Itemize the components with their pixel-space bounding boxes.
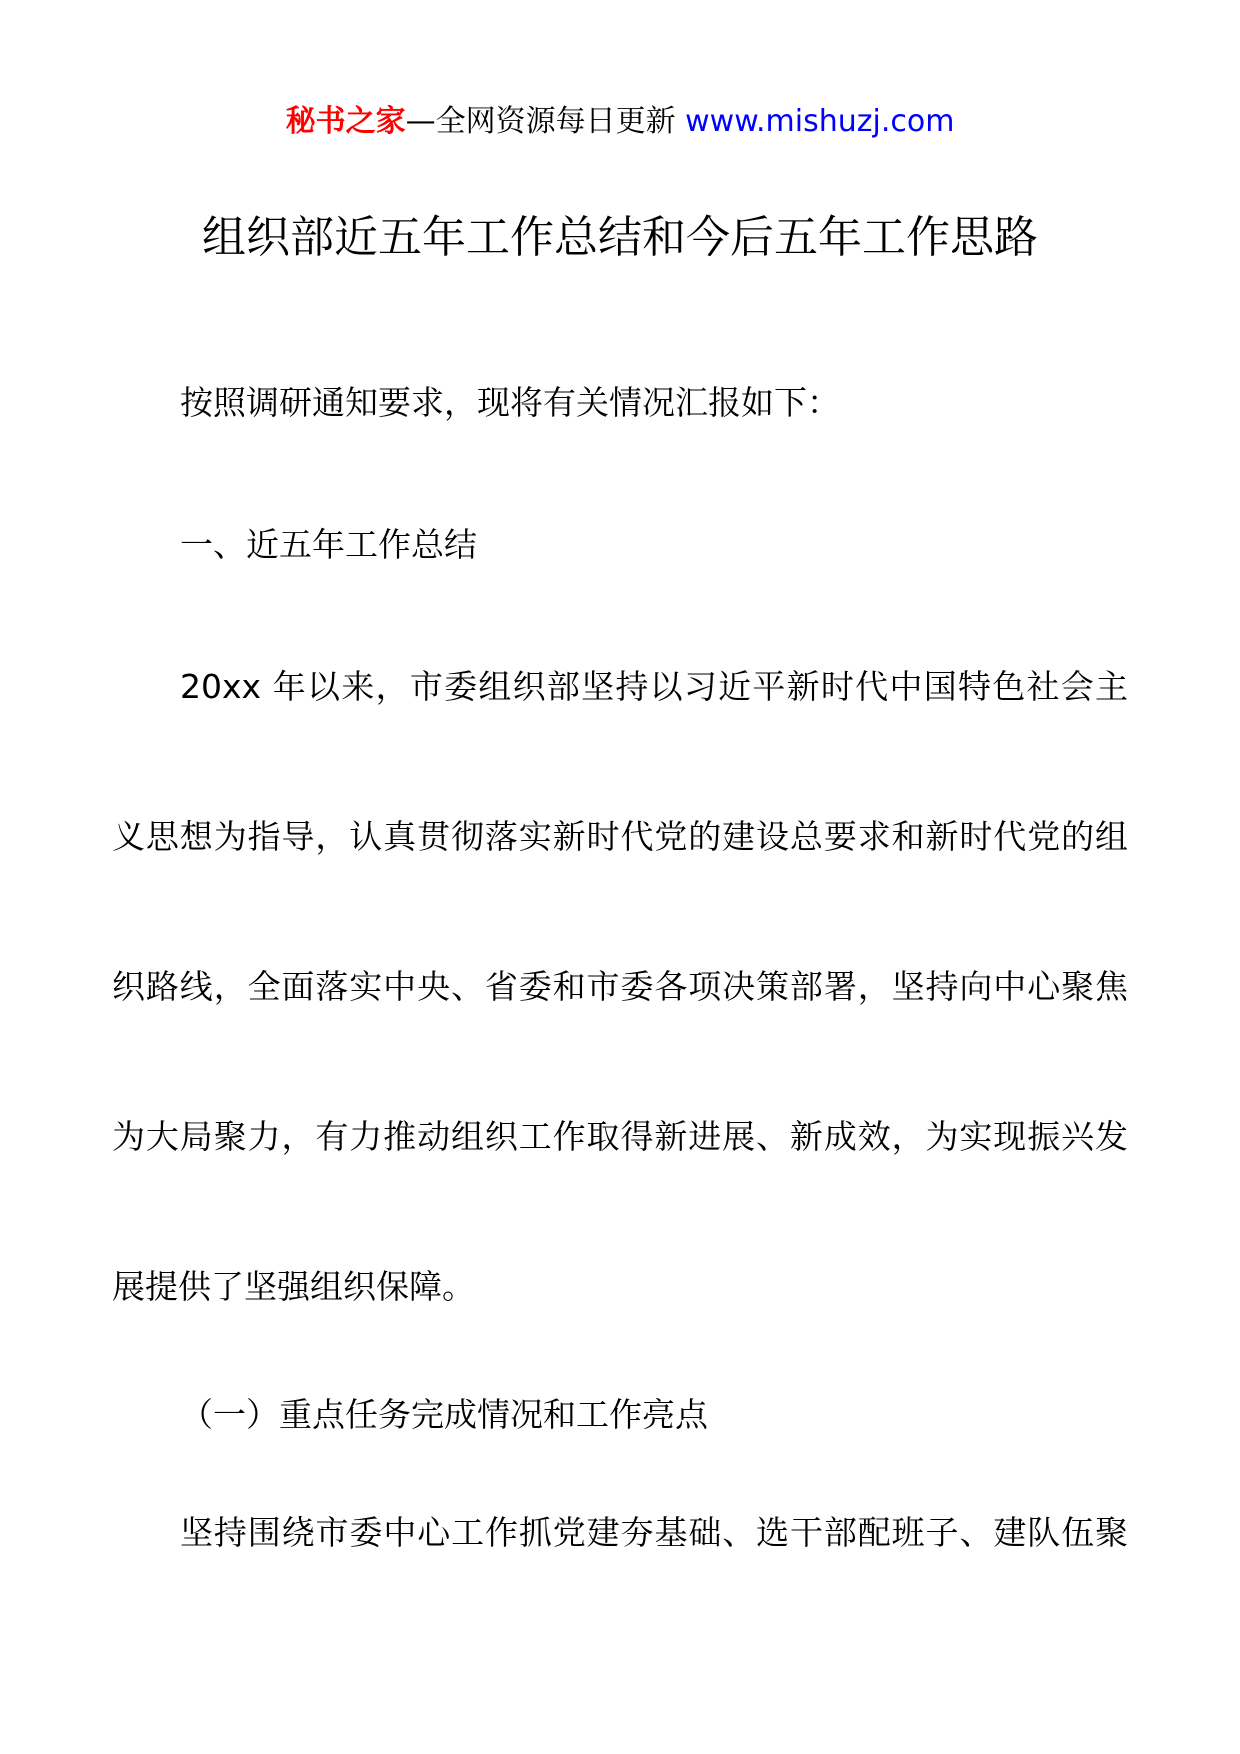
- paragraph-1-line-3: 织路线，全面落实中央、省委和市委各项决策部署，坚持向中心聚焦: [112, 967, 1128, 1006]
- site-url-link[interactable]: www.mishuzj.com: [685, 104, 955, 139]
- paragraph-1-line-5: 展提供了坚强组织保障。: [112, 1267, 475, 1306]
- brand-name: 秘书之家: [285, 104, 406, 139]
- section-heading-1: 一、近五年工作总结: [180, 525, 477, 564]
- header-tagline: —全网资源每日更新: [405, 104, 676, 139]
- paragraph-1-line-2: 义思想为指导，认真贯彻落实新时代党的建设总要求和新时代党的组: [112, 817, 1128, 856]
- paragraph-1-line-1: 20xx 年以来，市委组织部坚持以习近平新时代中国特色社会主: [180, 667, 1128, 706]
- paragraph-1-line-4: 为大局聚力，有力推动组织工作取得新进展、新成效，为实现振兴发: [112, 1117, 1128, 1156]
- document-title: 组织部近五年工作总结和今后五年工作思路: [202, 212, 1038, 263]
- paragraph-2-line-1: 坚持围绕市委中心工作抓党建夯基础、选干部配班子、建队伍聚: [180, 1513, 1128, 1552]
- site-header: [0, 100, 1240, 144]
- subsection-heading-1: （一）重点任务完成情况和工作亮点: [180, 1395, 708, 1434]
- intro-paragraph: 按照调研通知要求，现将有关情况汇报如下：: [180, 383, 840, 422]
